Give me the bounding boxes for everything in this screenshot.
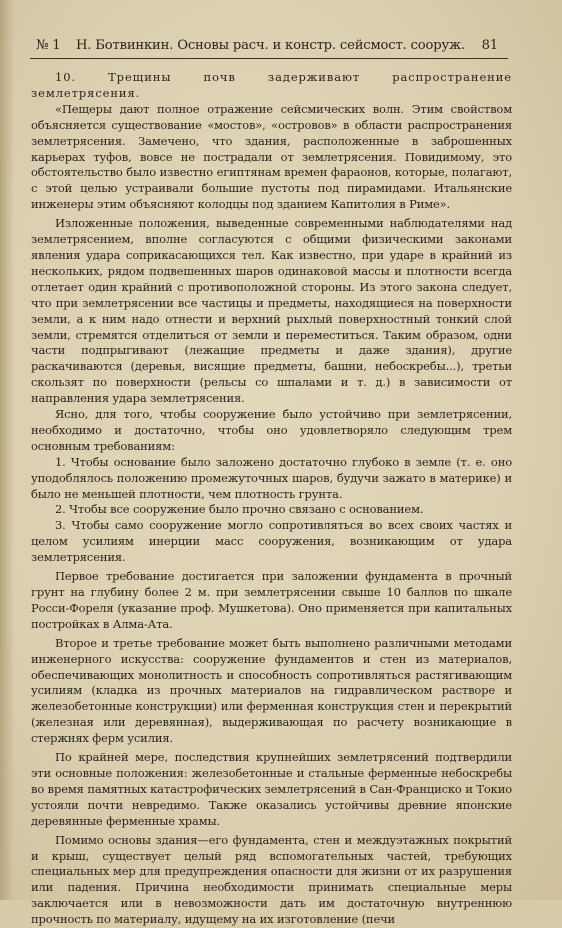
paragraph-first-requirement: Первое требование достигается при заложении фундамента в прочный грунт на глубину более 2 м. при землетрясении свыше 10 баллов по шкале Росси-Фореля (указание проф. Мушкетова). Оно применяется при капитальных постройках в Алма-Ата. [31, 569, 512, 631]
paragraph-second-third: Второе и третье требование может быть выполнено различными методами инженерного искусства: сооружение фундаментов и стен из материалов, обеспечивающих монолитность и способность сопротивляться растягивающим усилиям (кладка из прочных материалов на гидравлическом растворе и железобетонные конструкции) или ферменная конструкция стен и перекрытий (железная или деревянная), выдерживающая по расчету возникающие в стержнях ферм усилия. [31, 635, 512, 746]
paragraph-auxiliary-parts: Помимо основы здания—его фундамента, стен и междуэтажных покрытий и крыш, существует целый ряд вспомогательных частей, требующих специальных мер для предупреждения опасности для жизни от их разрушения или падения. Причина необходимости принимать специальные меры заключается или в невозможности дать им достаточную внутреннюю прочность по материалу, идущему на их изготовление (печи [31, 832, 512, 927]
section-heading-paragraph: 10. Трещины почв задерживают распространение землетрясения. [31, 70, 512, 100]
page-number: 81 [481, 38, 498, 53]
issue-number: № 1 [36, 38, 61, 53]
running-header [30, 36, 508, 59]
paragraph-laws: Изложенные положения, выведенные современными наблюдателями над землетрясением, вполне согласуются с общими физическими законами явления удара соприкасающихся тел. Как известно, при ударе в крайний из нескольких, рядом подвешенных шаров одинаковой массы и плотности всегда отлетает один крайний с противоположной стороны. Из этого закона следует, что при землетрясении все частицы и предметы, находящиеся на поверхности земли, а к ним надо отнести и верхний рыхлый поверхностный тонкий слой земли, стремятся отделиться от земли и переместиться. Таким образом, одни части подпрыгивают (лежащие предметы и даже здания), другие раскачиваются (деревья, висящие предметы, башни, небоскребы...), третьи скользят по поверхности (рельсы со шпалами и т. д.) в зависимости от направления удара землетрясения. [31, 216, 512, 406]
requirement-1: 1. Чтобы основание было заложено достаточно глубоко в земле (т. е. оно уподоблялось положению промежуточных шаров, будучи зажато в материке) и было не меньшей плотности, чем плотность грунта. [31, 454, 512, 501]
text-body [31, 70, 512, 928]
paragraph-quote: «Пещеры дают полное отражение сейсмических волн. Этим свойством объясняется существование «мостов», «островов» в области распространения землетрясения. Замечено, что здания, расположенные в заброшенных карьерах туфов, вовсе не пострадали от землетрясения. Повидимому, это обстоятельство было известно египтянам времен фараонов, которые, полагают, с этой целью устраивали большие пустоты под пирамидами. Итальянские инженеры этим объясняют колодцы под зданием Капитолия в Риме». [31, 101, 512, 212]
requirement-2: 2. Чтобы все сооружение было прочно связано с основанием. [55, 502, 424, 517]
page-edge-shadow [0, 0, 14, 900]
running-title: Н. Ботвинкин. Основы расч. и констр. сейсмост. сооруж. [76, 38, 465, 53]
paragraph-confirmation: По крайней мере, последствия крупнейших землетрясений подтвердили эти основные положения: железобетонные и стальные ферменные небоскребы во время памятных катастрофических землетрясений в Сан-Франциско и Токио устояли почти невредимо. Также оказались устойчивы древние японские деревянные ферменные храмы. [31, 750, 512, 828]
requirement-3: 3. Чтобы само сооружение могло сопротивляться во всех своих частях и целом усилиям инерции масс сооружения, возникающим от удара землетрясения. [31, 518, 512, 565]
paragraph-requirements-intro: Ясно, для того, чтобы сооружение было устойчиво при землетрясении, необходимо и достаточно, чтобы оно удовлетворяло следующим трем основным требованиям: [31, 407, 512, 453]
